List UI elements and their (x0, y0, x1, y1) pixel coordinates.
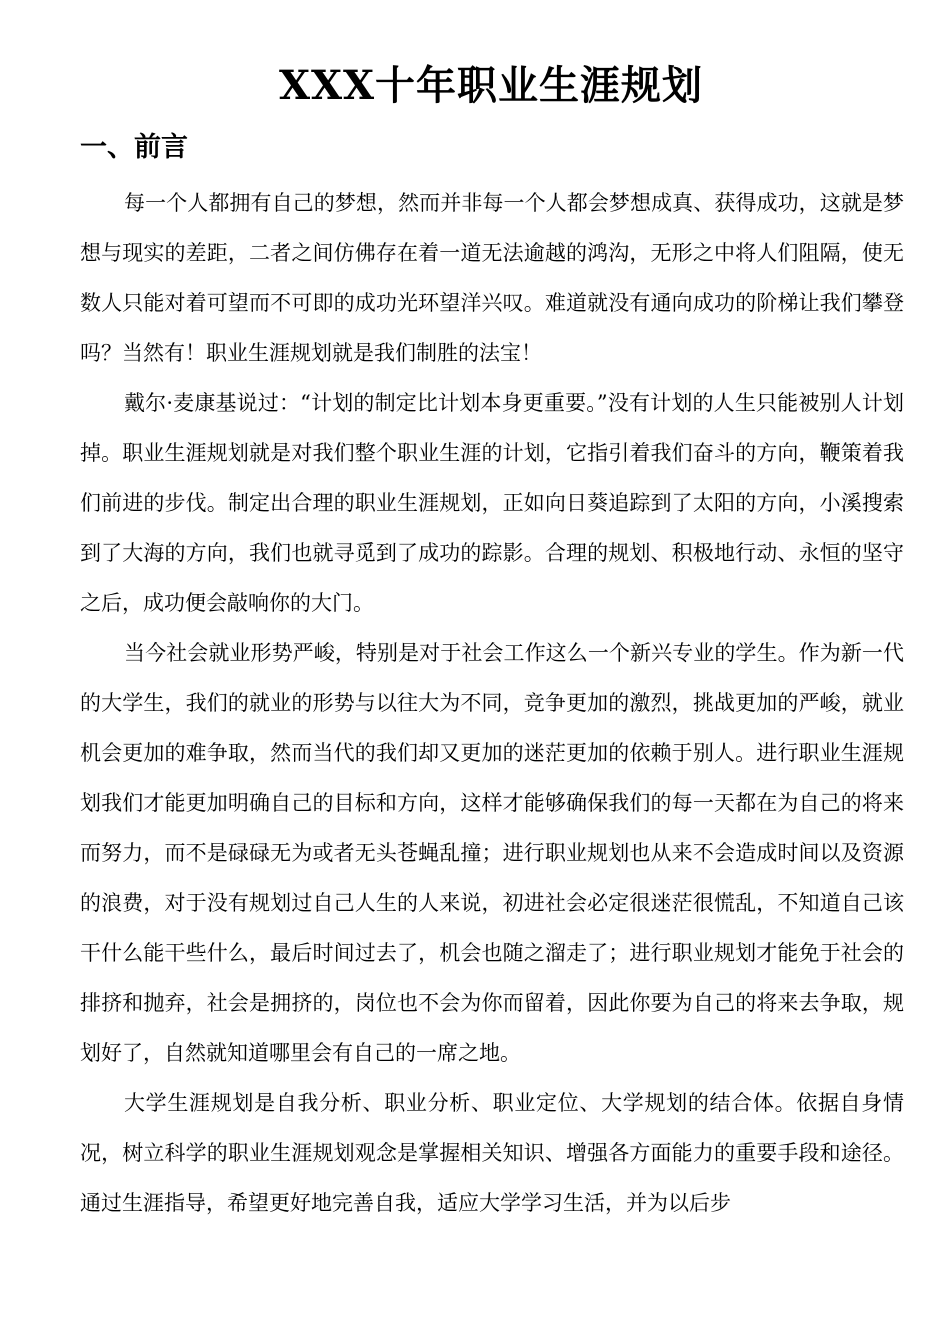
paragraph: 每一个人都拥有自己的梦想，然而并非每一个人都会梦想成真、获得成功，这就是梦想与现实的差距，二者之间仿佛存在着一道无法逾越的鸿沟，无形之中将人们阻隔，使无数人只能对着可望而不可即的成功光环望洋兴叹。难道就没有通向成功的阶梯让我们攀登吗？当然有！职业生涯规划就是我们制胜的法宝！ (80, 191, 904, 365)
document-title: XXX十年职业生涯规划 (278, 62, 704, 109)
document-body (80, 178, 904, 1228)
paragraph: 当今社会就业形势严峻，特别是对于社会工作这么一个新兴专业的学生。作为新一代的大学生，我们的就业的形势与以往大为不同，竞争更加的激烈，挑战更加的严峻，就业机会更加的难争取，然而当代的我们却又更加的迷茫更加的依赖于别人。进行职业生涯规划我们才能更加明确自己的目标和方向，这样才能够确保我们的每一天都在为自己的将来而努力，而不是碌碌无为或者无头苍蝇乱撞；进行职业规划也从来不会造成时间以及资源的浪费，对于没有规划过自己人生的人来说，初进社会必定很迷茫很慌乱，不知道自己该干什么能干些什么，最后时间过去了，机会也随之溜走了；进行职业规划才能免于社会的排挤和抛弃，社会是拥挤的，岗位也不会为你而留着，因此你要为自己的将来去争取，规划好了，自然就知道哪里会有自己的一席之地。 (80, 641, 904, 1065)
paragraph: 戴尔·麦康基说过：“计划的制定比计划本身更重要。”没有计划的人生只能被别人计划掉。职业生涯规划就是对我们整个职业生涯的计划，它指引着我们奋斗的方向，鞭策着我们前进的步伐。制定出合理的职业生涯规划，正如向日葵追踪到了太阳的方向，小溪搜索到了大海的方向，我们也就寻觅到了成功的踪影。合理的规划、积极地行动、永恒的坚守之后，成功便会敲响你的大门。 (80, 391, 904, 615)
paragraph: 大学生涯规划是自我分析、职业分析、职业定位、大学规划的结合体。依据自身情况，树立科学的职业生涯规划观念是掌握相关知识、增强各方面能力的重要手段和途径。通过生涯指导，希望更好地完善自我，适应大学学习生活，并为以后步 (80, 1091, 904, 1215)
section-heading-preface: 一、前言 (80, 132, 188, 163)
